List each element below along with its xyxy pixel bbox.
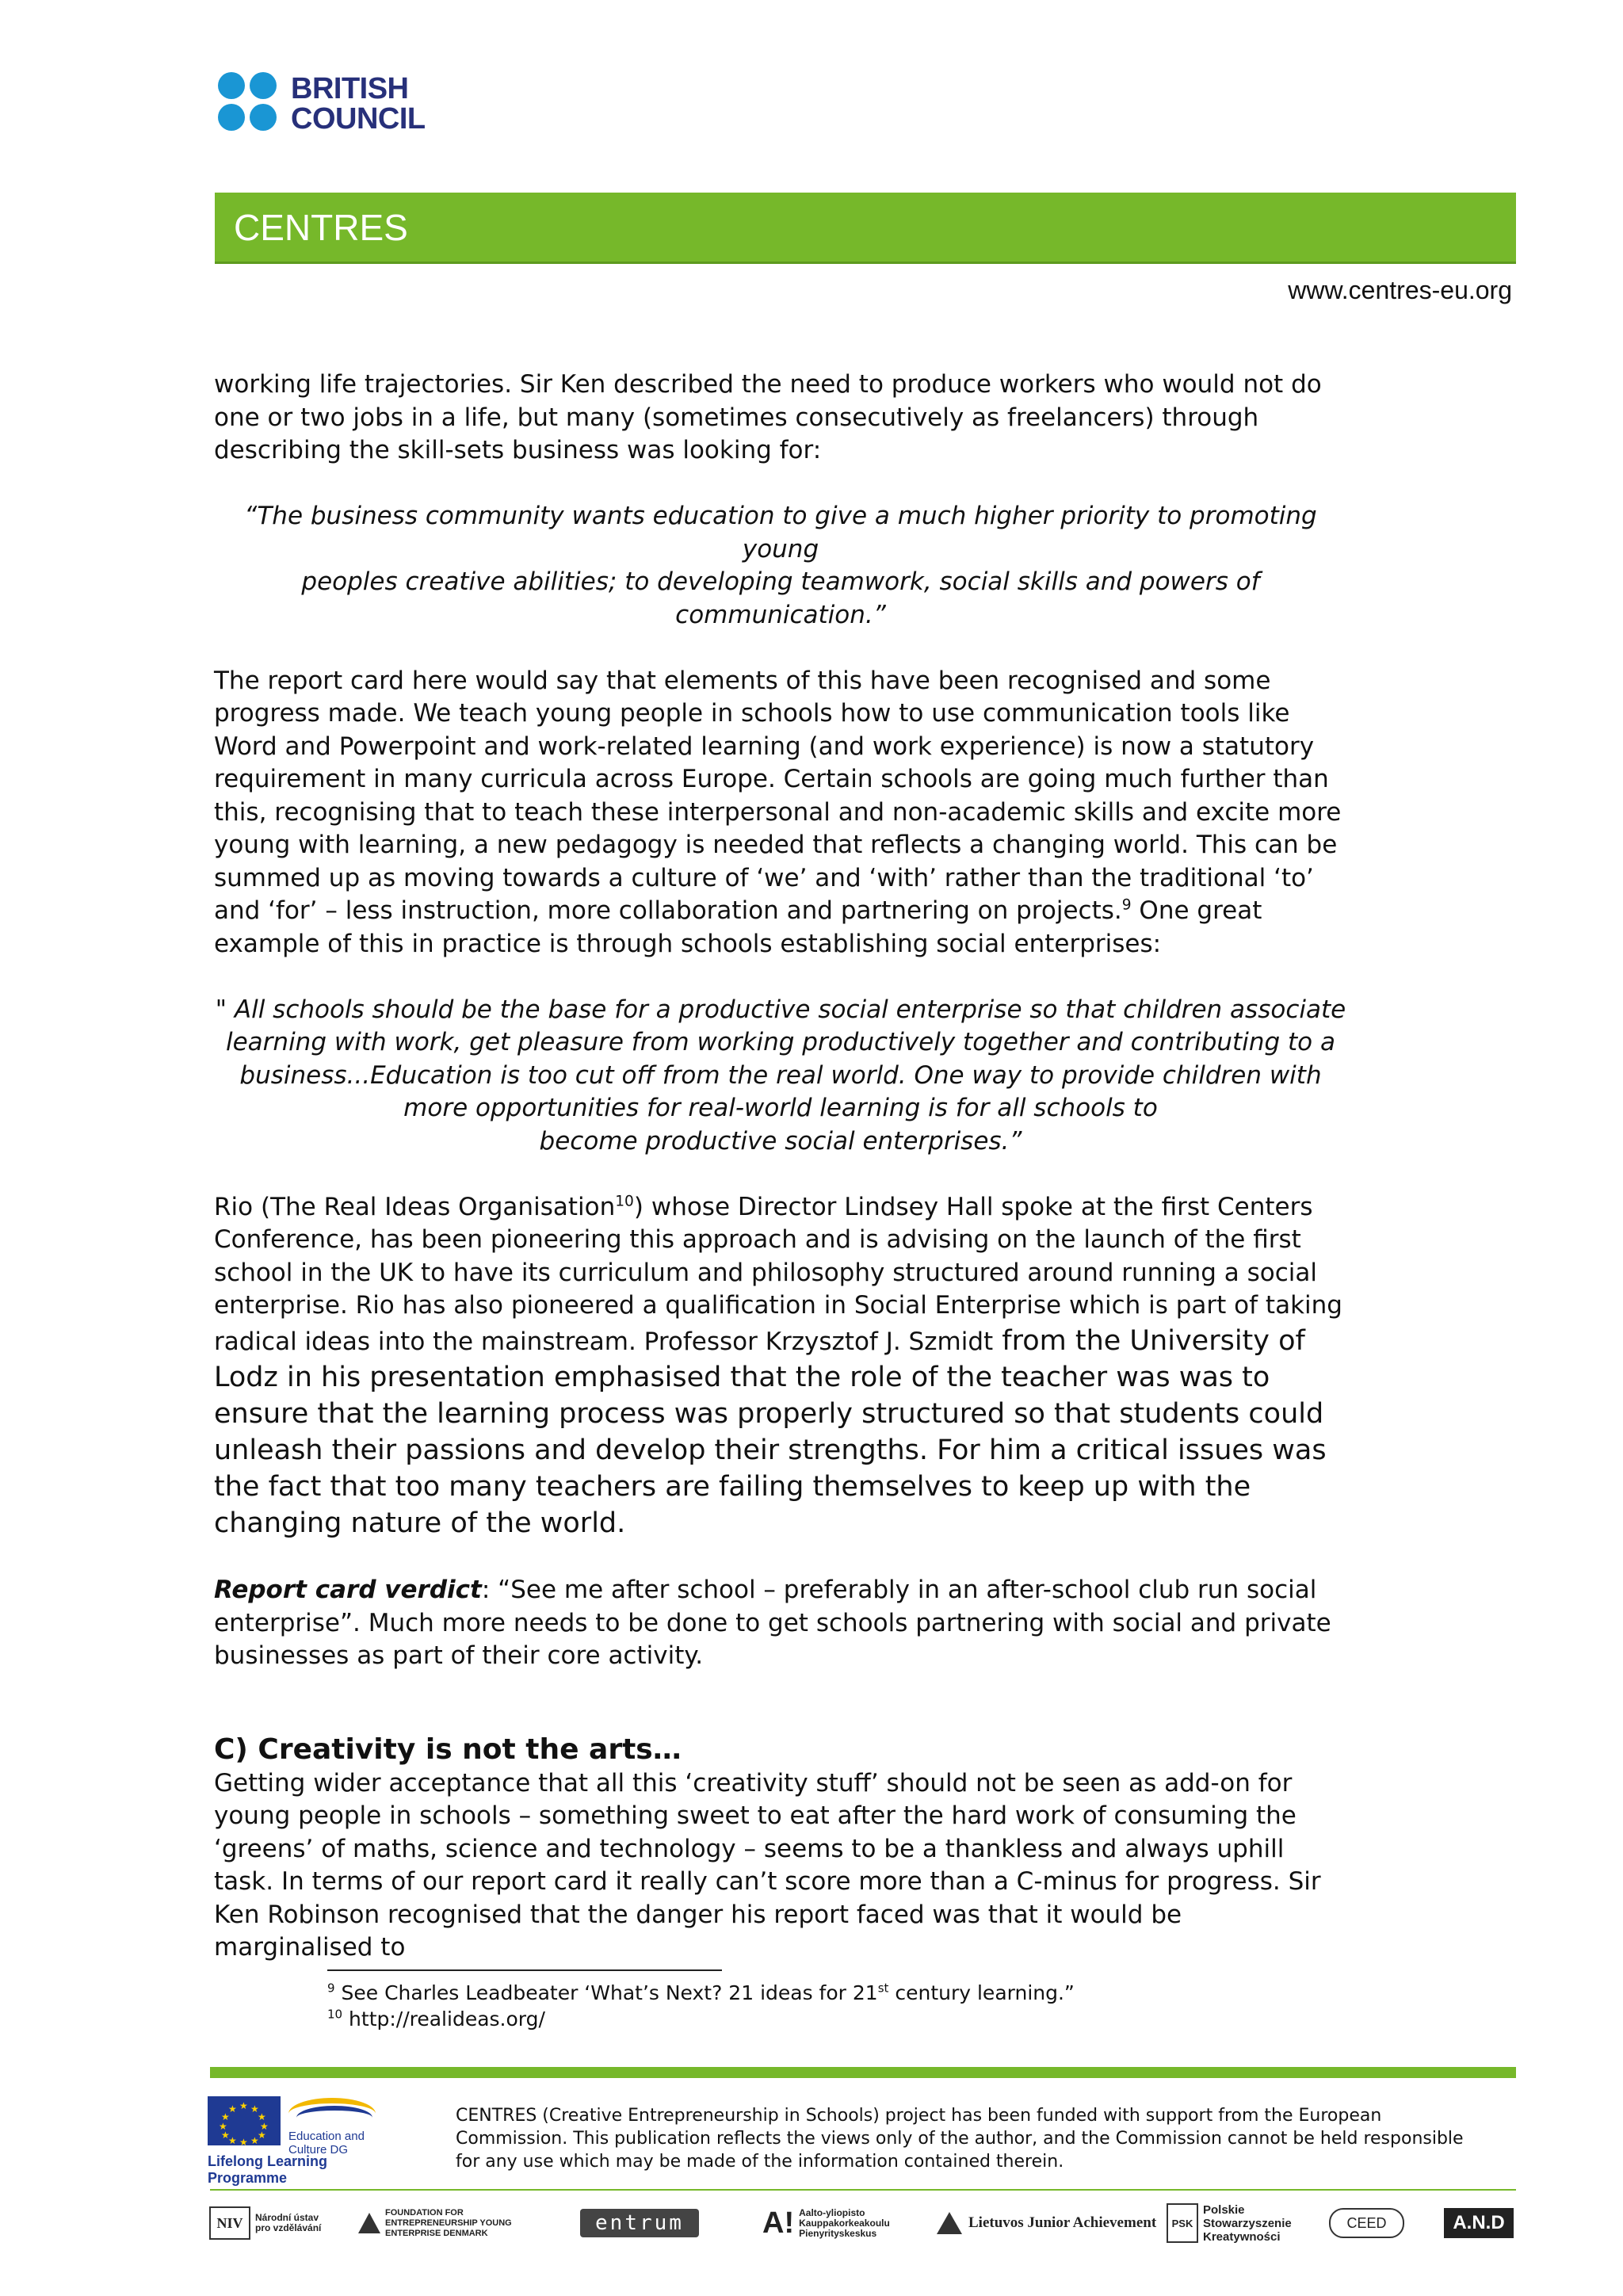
footnote-9: $^9$ See Charles Leadbeater ‘What’s Next? 21 ideas for 21st century learning.” [327,1981,1075,2004]
partner-logo-entrum: entrum [580,2199,699,2247]
page-title: CENTRES [234,206,408,248]
partner-logo-niv: NIV Národní ústav pro vzdělávání [209,2199,334,2247]
section-heading-creativity: C) Creativity is not the arts… [214,1733,682,1766]
quote-business-community: “The business community wants education to give a much higher priority to promoting young peoples creative abilities; to developing teamwork, social skills and powers of communication.” [244,502,1317,629]
report-card-verdict: Report card verdict: “See me after school – preferably in an after-school club run social enterprise”. Much more needs to be done to get schools partnering with social and private businesses as part of their core activity. [214,1576,1331,1670]
funding-disclaimer: CENTRES (Creative Entrepreneurship in Schools) project has been funded with support from the European Commission. This publication reflects the views only of the author, and the Commission cannot be held responsible for any use which may be made of the information contained therein. [456,2106,1464,2172]
footnote-divider [327,1969,722,1971]
triangle-icon [358,2213,380,2233]
quote-social-enterprise: " All schools should be the base for a productive social enterprise so that children associate learning with work, get pleasure from working productively together and contributing to a business...Education is too cut off from the real world. One way to provide children with more opportunities for real-world learning is for all schools to become productive social enterprises.” [215,995,1346,1156]
eu-flag-icon: ★ ★ ★ ★ ★ ★ ★ ★ ★ ★ ★ ★ [208,2096,281,2145]
footnote-ref-9: 9 [1121,896,1132,914]
paragraph-report-card: The report card here would say that elements of this have been recognised and some progress made. We teach young people in schools how to use communication tools like Word and Powerpoint and work-related learning (and work experience) is now a statutory requirement in many curricula across Europe. Certain schools are going much further than this, recognising that to teach these interpersonal and non-academic skills and excite more young with learning, a new pedagogy is needed that reflects a changing world. This can be summed up as moving towards a culture of ‘we’ and ‘with’ rather than the traditional ‘to’ and ‘for’ – less instruction, more collaboration and partnering on projects.$^9$ One great example of this in practice is through schools establishing social enterprises: [214,666,1342,958]
site-url: www.centres-eu.org [1288,276,1512,304]
eu-lifelong-learning-logo [208,2096,406,2186]
paragraph-rio: Rio (The Real Ideas Organisation$^{10}$) whose Director Lindsey Hall spoke at the first Centers Conference, has been pioneering this approach and is advising on the launch of the first school in the UK to have its curriculum and philosophy structured around running a social enterprise. Rio has also pioneered a qualification in Social Enterprise which is part of taking radical ideas into the mainstream. Professor Krzysztof J. Szmidt from the University of Lodz in his presentation emphasised that the role of the teacher was was to ensure that the learning process was properly structured so that students could unleash their passions and develop their strengths. For him a critical issues was the fact that too many teachers are failing themselves to keep up with the changing nature of the world. [214,1192,1342,1539]
partner-logo-aalto: A! Aalto-yliopisto Kauppakorkeakoulu Pienyrityskeskus [762,2206,890,2240]
paragraph-creativity: Getting wider acceptance that all this ‘creativity stuff’ should not be seen as add-on for young people in schools – something sweet to eat after the hard work of consuming the ‘greens’ of maths, science and technology – seems to be a thankless and always uphill task. In terms of our report card it really can’t score more than a C-minus for progress. Sir Ken Robinson recognised that the danger his report faced was that it would be marginalised to [214,1768,1321,1962]
partner-logo-ceed: CEED [1329,2199,1404,2247]
title-banner [215,193,1516,264]
british-council-wordmark: BRITISH COUNCIL [291,71,426,136]
main-content [214,369,1347,1965]
paragraph-1: working life trajectories. Sir Ken described the need to produce workers who would not do one or two jobs in a life, but many (sometimes consecutively as freelancers) through describing the skill-sets business was looking for: [214,370,1322,464]
british-council-logo [218,70,426,137]
eu-dg-label: Education and Culture DG [288,2130,365,2157]
partner-logo-young-enterprise-denmark: FOUNDATION FOR ENTREPRENEURSHIP YOUNG ENTERPRISE DENMARK [358,2199,544,2247]
british-council-dots-icon [218,72,281,136]
footnote-10: $^{10}$ http://realideas.org/ [327,2007,545,2030]
footer-rule [210,2189,1516,2191]
partner-logo-and: A.N.D [1444,2199,1514,2247]
partner-logo-psk: PSK Polskie Stowarzyszenie Kreatywności [1167,2199,1298,2247]
footnotes [327,1980,1075,2032]
footer-divider [210,2067,1516,2078]
mountain-icon [937,2212,962,2234]
footnote-ref-10: 10 [615,1193,634,1210]
partner-logo-lietuvos-ja: Lietuvos Junior Achievement [937,2199,1156,2247]
partner-logos [208,2199,1515,2247]
lifelong-learning-label: Lifelong Learning Programme [208,2153,327,2186]
